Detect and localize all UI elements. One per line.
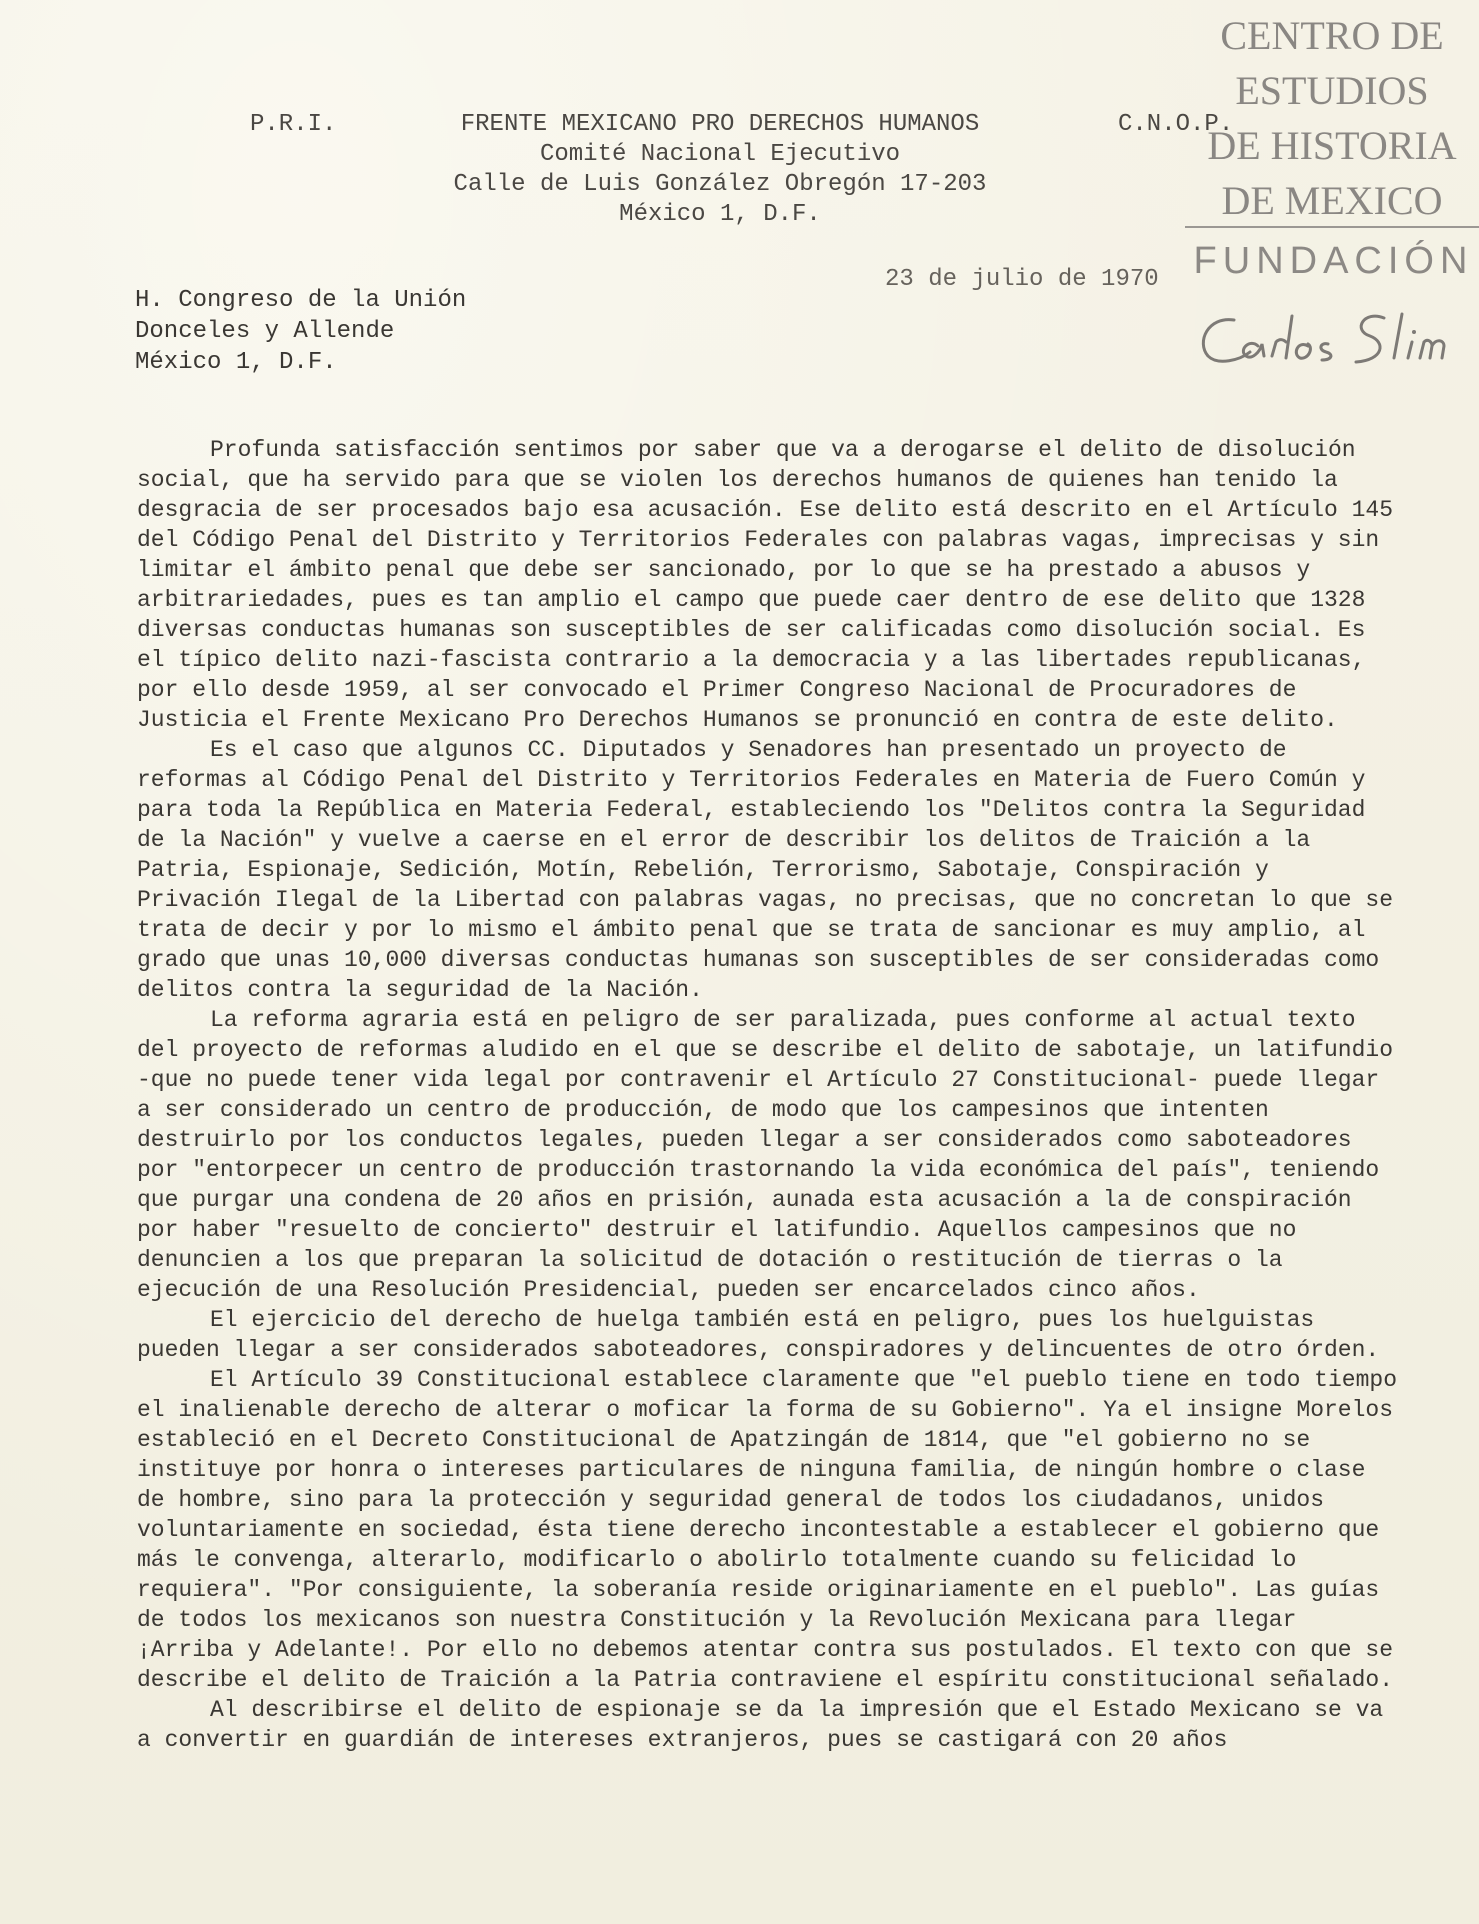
header-right-org: C.N.O.P. [1118, 111, 1234, 138]
recipient-line-2: Donceles y Allende [135, 318, 395, 345]
archive-stamp [1185, 8, 1479, 228]
recipient-line-3: México 1, D.F. [135, 349, 337, 376]
stamp-line-1: CENTRO DE [1220, 13, 1444, 58]
stamp-line-4: DE MEXICO [1221, 178, 1443, 223]
stamp-line-2: ESTUDIOS [1235, 68, 1429, 113]
letterhead-committee: Comité Nacional Ejecutivo [539, 141, 901, 168]
body-paragraph-4: El ejercicio del derecho de huelga también está en peligro, pues los huelguistas pueden llegar a ser considerados saboteadores, conspiradores y delincuentes de otro órden. [137, 1307, 1380, 1363]
letterhead [430, 110, 1010, 230]
letter-date: 23 de julio de 1970 [885, 266, 1159, 293]
signature-logo-icon [1188, 302, 1479, 372]
body-paragraph-1: Profunda satisfacción sentimos por saber que va a derogarse el delito de disolución social, que ha servido para que se violen los derechos humanos de quienes han tenido la desgracia de ser procesados bajo esa acusación. Ese delito está descrito en el Artículo 145 del Código Penal del Distrito y Territorios Federales con palabras vagas, imprecisas y sin limitar el ámbito penal que debe ser sancionado, por lo que se ha prestado a abusos y arbitrariedades, pues es tan amplio el campo que puede caer dentro de ese delito que 1328 diversas conductas humanas son susceptibles de ser calificadas como disolución social. Es el típico delito nazi-fascista contrario a la democracia y a las libertades republicanas, por ello desde 1959, al ser convocado el Primer Congreso Nacional de Procuradores de Justicia el Frente Mexicano Pro Derechos Humanos se pronunció en contra de este delito. [137, 437, 1394, 733]
stamp-foundation: FUNDACIÓN [1193, 240, 1474, 282]
letter-body [137, 435, 1399, 1755]
header-left-party: P.R.I. [250, 111, 337, 138]
recipient-address [135, 285, 466, 378]
letterhead-org: FRENTE MEXICANO PRO DERECHOS HUMANOS [460, 111, 980, 138]
letterhead-city: México 1, D.F. [619, 201, 821, 228]
body-paragraph-3: La reforma agraria está en peligro de ser paralizada, pues conforme al actual texto del proyecto de reformas aludido en el que se describe el delito de sabotaje, un latifundio -que no puede tener vida legal por contravenir el Artículo 27 Constitucional- puede llegar a ser considerado un centro de producción, de modo que los campesinos que intenten destruirlo por los conductos legales, pueden llegar a ser considerados como saboteadores por "entorpecer un centro de producción trastornando la vida económica del país", teniendo que purgar una condena de 20 años en prisión, aunada esta acusación a la de conspiración por haber "resuelto de concierto" destruir el latifundio. Aquellos campesinos que no denuncien a los que preparan la solicitud de dotación o restitución de tierras o la ejecución de una Resolución Presidencial, pueden ser encarcelados cinco años. [137, 1007, 1394, 1303]
stamp-line-3: DE HISTORIA [1207, 123, 1457, 168]
letterhead-street: Calle de Luis González Obregón 17-203 [453, 171, 987, 198]
stamp-divider [1185, 226, 1479, 228]
recipient-line-1: H. Congreso de la Unión [135, 287, 467, 314]
body-paragraph-2: Es el caso que algunos CC. Diputados y Senadores han presentado un proyecto de reformas al Código Penal del Distrito y Territorios Federales en Materia de Fuero Común y para toda la República en Materia Federal, estableciendo los "Delitos contra la Seguridad de la Nación" y vuelve a caerse en el error de describir los delitos de Traición a la Patria, Espionaje, Sedición, Motín, Rebelión, Terrorismo, Sabotaje, Conspiración y Privación Ilegal de la Libertad con palabras vagas, no precisas, que no concretan lo que se trata de decir y por lo mismo el ámbito penal que se trata de sancionar es muy amplio, al grado que unas 10,000 diversas conductas humanas son susceptibles de ser consideradas como delitos contra la seguridad de la Nación. [137, 737, 1394, 1003]
body-paragraph-5: El Artículo 39 Constitucional establece claramente que "el pueblo tiene en todo tiempo el inalienable derecho de alterar o moficar la forma de su Gobierno". Ya el insigne Morelos estableció en el Decreto Constitucional de Apatzingán de 1814, que "el gobierno no se instituye por honra o intereses particulares de ninguna familia, de ningún hombre o clase de hombre, sino para la protección y seguridad general de todos los ciudadanos, unidos voluntariamente en sociedad, ésta tiene derecho incontestable a establecer el gobierno que más le convenga, alterarlo, modificarlo o abolirlo totalmente cuando su felicidad lo requiera". "Por consiguiente, la soberanía reside originariamente en el pueblo". Las guías de todos los mexicanos son nuestra Constitución y la Revolución Mexicana para llegar ¡Arriba y Adelante!. Por ello no debemos atentar contra sus postulados. El texto con que se describe el delito de Traición a la Patria contraviene el espíritu constitucional señalado. [137, 1367, 1397, 1693]
body-paragraph-6: Al describirse el delito de espionaje se da la impresión que el Estado Mexicano se va a convertir en guardián de intereses extranjeros, pues se castigará con 20 años [137, 1697, 1384, 1753]
